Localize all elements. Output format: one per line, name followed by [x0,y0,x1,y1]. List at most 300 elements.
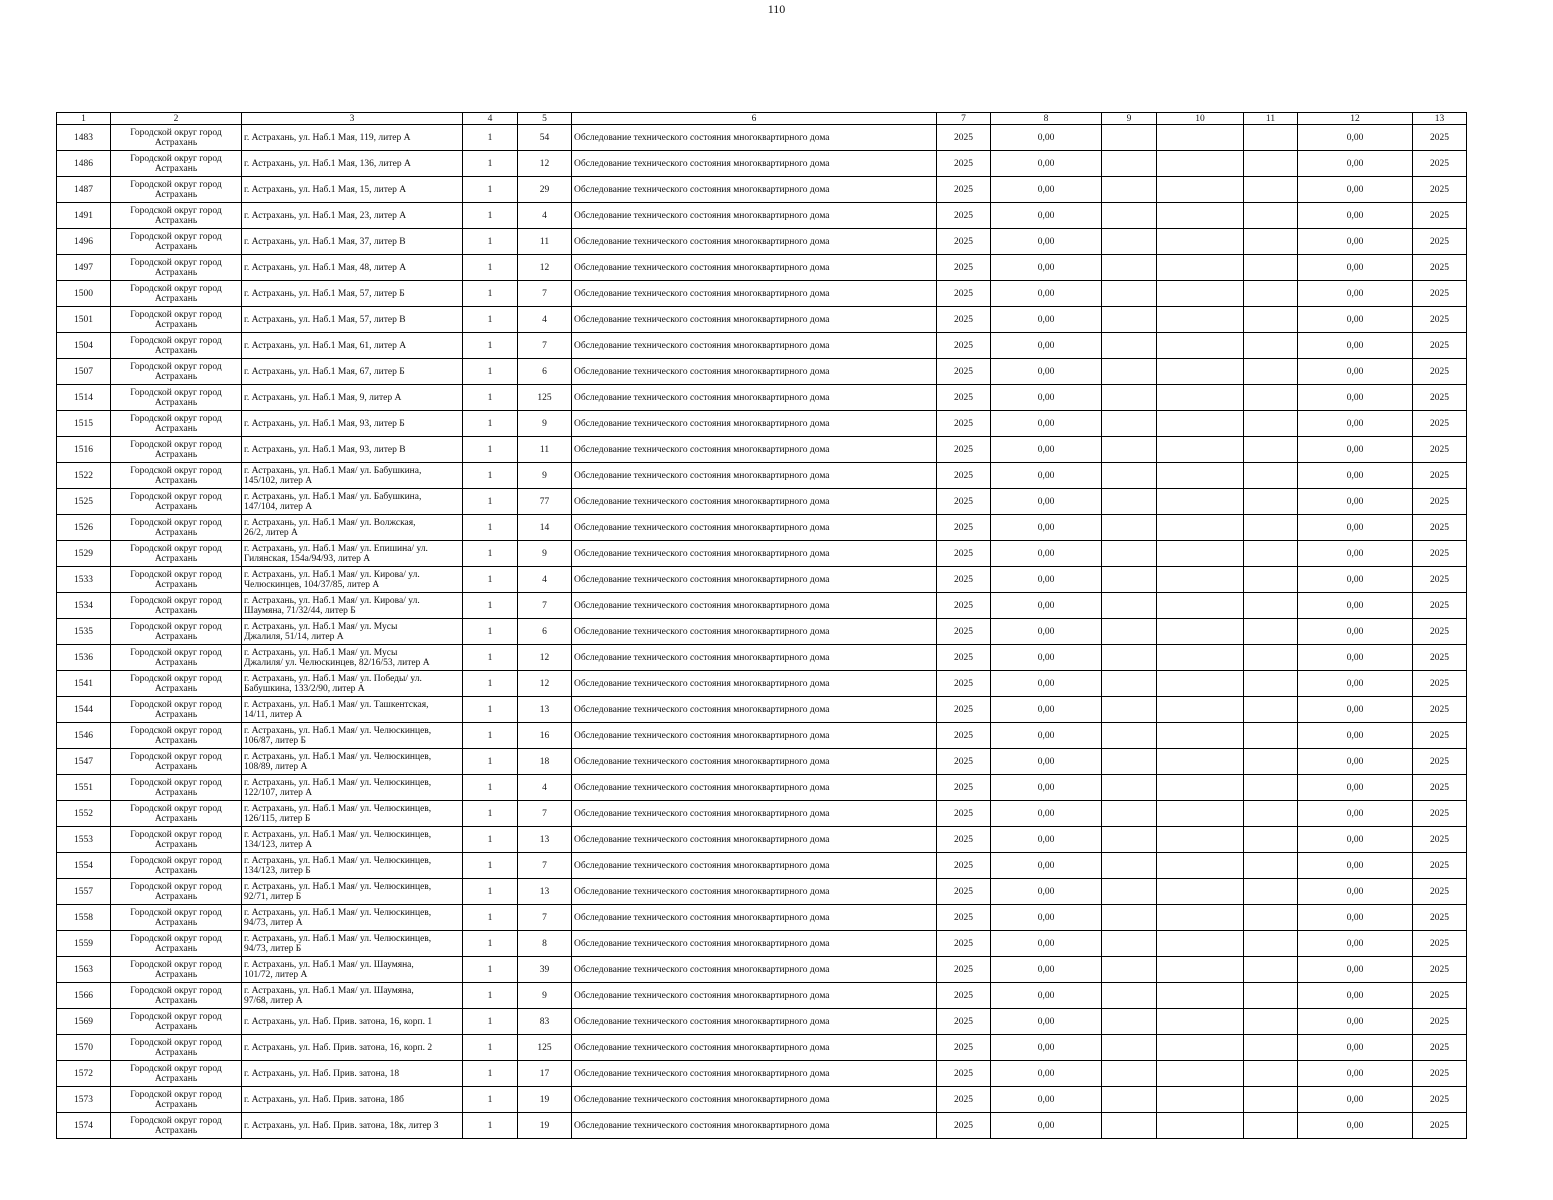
cell-amount: 0,00 [991,229,1102,255]
table-row [57,1061,1467,1087]
cell-work-type: Обследование технического состояния многоквартирного дома [572,723,937,749]
cell-year: 2025 [937,125,991,151]
cell-col-9 [1102,827,1157,853]
table-row [57,983,1467,1009]
cell-municipality: Городской округ город Астрахань [111,749,242,775]
cell-col-10 [1157,151,1244,177]
column-header-12: 12 [1298,113,1413,125]
cell-work-type: Обследование технического состояния многоквартирного дома [572,619,937,645]
cell-amount: 0,00 [991,489,1102,515]
cell-col-9 [1102,307,1157,333]
cell-col-10 [1157,801,1244,827]
cell-row-number: 1496 [57,229,111,255]
cell-col-10 [1157,619,1244,645]
cell-col-9 [1102,931,1157,957]
cell-apartments: 6 [518,359,572,385]
cell-address: г. Астрахань, ул. Наб.1 Мая/ ул. Мусы Джалиля, 51/14, литер А [242,619,463,645]
cell-col-9 [1102,1113,1157,1139]
cell-municipality: Городской округ город Астрахань [111,229,242,255]
cell-col-9 [1102,203,1157,229]
cell-apartments: 7 [518,333,572,359]
table-row [57,879,1467,905]
cell-total: 0,00 [1298,905,1413,931]
cell-total: 0,00 [1298,125,1413,151]
cell-col-10 [1157,385,1244,411]
cell-total: 0,00 [1298,359,1413,385]
table-row [57,333,1467,359]
cell-col-10 [1157,255,1244,281]
cell-completion-year: 2025 [1413,307,1467,333]
cell-col-4: 1 [463,827,518,853]
cell-col-9 [1102,905,1157,931]
cell-completion-year: 2025 [1413,567,1467,593]
cell-col-11 [1244,567,1298,593]
cell-year: 2025 [937,229,991,255]
cell-col-4: 1 [463,359,518,385]
cell-apartments: 7 [518,801,572,827]
cell-total: 0,00 [1298,307,1413,333]
cell-address: г. Астрахань, ул. Наб.1 Мая/ ул. Бабушкина, 147/104, литер А [242,489,463,515]
cell-col-4: 1 [463,593,518,619]
cell-col-9 [1102,1009,1157,1035]
cell-address: г. Астрахань, ул. Наб.1 Мая, 15, литер А [242,177,463,203]
cell-col-9 [1102,437,1157,463]
cell-municipality: Городской округ город Астрахань [111,775,242,801]
cell-col-11 [1244,437,1298,463]
cell-col-11 [1244,593,1298,619]
cell-amount: 0,00 [991,125,1102,151]
cell-apartments: 4 [518,567,572,593]
cell-work-type: Обследование технического состояния многоквартирного дома [572,827,937,853]
cell-row-number: 1569 [57,1009,111,1035]
cell-amount: 0,00 [991,437,1102,463]
cell-municipality: Городской округ город Астрахань [111,1113,242,1139]
cell-amount: 0,00 [991,593,1102,619]
cell-work-type: Обследование технического состояния многоквартирного дома [572,203,937,229]
cell-municipality: Городской округ город Астрахань [111,463,242,489]
cell-col-10 [1157,177,1244,203]
cell-row-number: 1573 [57,1087,111,1113]
cell-row-number: 1516 [57,437,111,463]
cell-col-10 [1157,1113,1244,1139]
cell-col-4: 1 [463,255,518,281]
column-header-11: 11 [1244,113,1298,125]
cell-col-11 [1244,983,1298,1009]
cell-amount: 0,00 [991,931,1102,957]
cell-work-type: Обследование технического состояния многоквартирного дома [572,593,937,619]
cell-work-type: Обследование технического состояния многоквартирного дома [572,489,937,515]
cell-year: 2025 [937,203,991,229]
cell-col-11 [1244,515,1298,541]
cell-amount: 0,00 [991,359,1102,385]
cell-municipality: Городской округ город Астрахань [111,541,242,567]
cell-col-10 [1157,229,1244,255]
cell-work-type: Обследование технического состояния многоквартирного дома [572,255,937,281]
cell-total: 0,00 [1298,1113,1413,1139]
cell-col-11 [1244,645,1298,671]
cell-address: г. Астрахань, ул. Наб.1 Мая/ ул. Челюскинцев, 134/123, литер А [242,827,463,853]
cell-row-number: 1546 [57,723,111,749]
cell-apartments: 4 [518,307,572,333]
cell-year: 2025 [937,957,991,983]
cell-address: г. Астрахань, ул. Наб.1 Мая/ ул. Мусы Джалиля/ ул. Челюскинцев, 82/16/53, литер А [242,645,463,671]
cell-municipality: Городской округ город Астрахань [111,489,242,515]
cell-municipality: Городской округ город Астрахань [111,125,242,151]
cell-amount: 0,00 [991,723,1102,749]
cell-year: 2025 [937,359,991,385]
cell-address: г. Астрахань, ул. Наб.1 Мая/ ул. Челюскинцев, 134/123, литер Б [242,853,463,879]
cell-col-10 [1157,593,1244,619]
cell-year: 2025 [937,1113,991,1139]
cell-completion-year: 2025 [1413,203,1467,229]
table-row [57,359,1467,385]
cell-amount: 0,00 [991,385,1102,411]
cell-col-11 [1244,177,1298,203]
cell-col-4: 1 [463,385,518,411]
cell-work-type: Обследование технического состояния многоквартирного дома [572,515,937,541]
cell-year: 2025 [937,983,991,1009]
cell-municipality: Городской округ город Астрахань [111,905,242,931]
cell-col-4: 1 [463,853,518,879]
cell-completion-year: 2025 [1413,1009,1467,1035]
cell-completion-year: 2025 [1413,619,1467,645]
cell-col-11 [1244,775,1298,801]
cell-address: г. Астрахань, ул. Наб.1 Мая, 37, литер В [242,229,463,255]
cell-work-type: Обследование технического состояния многоквартирного дома [572,697,937,723]
cell-municipality: Городской округ город Астрахань [111,957,242,983]
table-row [57,281,1467,307]
cell-col-11 [1244,307,1298,333]
cell-address: г. Астрахань, ул. Наб.1 Мая/ ул. Волжская, 26/2, литер А [242,515,463,541]
cell-col-11 [1244,1009,1298,1035]
cell-total: 0,00 [1298,385,1413,411]
cell-col-11 [1244,879,1298,905]
cell-col-11 [1244,801,1298,827]
cell-apartments: 16 [518,723,572,749]
cell-total: 0,00 [1298,749,1413,775]
cell-row-number: 1507 [57,359,111,385]
cell-total: 0,00 [1298,177,1413,203]
cell-row-number: 1574 [57,1113,111,1139]
cell-amount: 0,00 [991,827,1102,853]
cell-year: 2025 [937,723,991,749]
cell-address: г. Астрахань, ул. Наб.1 Мая/ ул. Челюскинцев, 92/71, литер Б [242,879,463,905]
cell-row-number: 1547 [57,749,111,775]
cell-amount: 0,00 [991,801,1102,827]
cell-col-4: 1 [463,671,518,697]
cell-col-4: 1 [463,645,518,671]
cell-row-number: 1491 [57,203,111,229]
cell-total: 0,00 [1298,775,1413,801]
cell-completion-year: 2025 [1413,411,1467,437]
cell-col-10 [1157,307,1244,333]
cell-address: г. Астрахань, ул. Наб.1 Мая, 61, литер А [242,333,463,359]
cell-apartments: 54 [518,125,572,151]
cell-work-type: Обследование технического состояния многоквартирного дома [572,125,937,151]
cell-address: г. Астрахань, ул. Наб. Прив. затона, 16, корп. 2 [242,1035,463,1061]
table-body [57,125,1467,1139]
cell-row-number: 1557 [57,879,111,905]
cell-col-9 [1102,593,1157,619]
cell-municipality: Городской округ город Астрахань [111,307,242,333]
cell-row-number: 1552 [57,801,111,827]
cell-col-11 [1244,697,1298,723]
cell-year: 2025 [937,177,991,203]
cell-address: г. Астрахань, ул. Наб.1 Мая/ ул. Челюскинцев, 108/89, литер А [242,749,463,775]
cell-completion-year: 2025 [1413,931,1467,957]
cell-total: 0,00 [1298,593,1413,619]
cell-address: г. Астрахань, ул. Наб.1 Мая, 67, литер Б [242,359,463,385]
cell-apartments: 9 [518,983,572,1009]
table-row [57,827,1467,853]
cell-work-type: Обследование технического состояния многоквартирного дома [572,281,937,307]
cell-total: 0,00 [1298,281,1413,307]
cell-municipality: Городской округ город Астрахань [111,359,242,385]
cell-municipality: Городской округ город Астрахань [111,1035,242,1061]
table-row [57,385,1467,411]
cell-address: г. Астрахань, ул. Наб. Прив. затона, 16, корп. 1 [242,1009,463,1035]
cell-amount: 0,00 [991,177,1102,203]
cell-year: 2025 [937,307,991,333]
cell-municipality: Городской округ город Астрахань [111,983,242,1009]
cell-completion-year: 2025 [1413,983,1467,1009]
cell-col-4: 1 [463,125,518,151]
table-row [57,307,1467,333]
cell-completion-year: 2025 [1413,671,1467,697]
cell-row-number: 1515 [57,411,111,437]
cell-col-9 [1102,359,1157,385]
cell-row-number: 1487 [57,177,111,203]
table-row [57,515,1467,541]
cell-completion-year: 2025 [1413,879,1467,905]
cell-completion-year: 2025 [1413,957,1467,983]
cell-municipality: Городской округ город Астрахань [111,255,242,281]
cell-col-10 [1157,983,1244,1009]
cell-apartments: 7 [518,905,572,931]
cell-col-9 [1102,385,1157,411]
cell-col-9 [1102,411,1157,437]
cell-total: 0,00 [1298,203,1413,229]
cell-col-11 [1244,281,1298,307]
cell-col-10 [1157,775,1244,801]
cell-address: г. Астрахань, ул. Наб.1 Мая, 23, литер А [242,203,463,229]
cell-total: 0,00 [1298,1087,1413,1113]
column-header-6: 6 [572,113,937,125]
cell-apartments: 7 [518,853,572,879]
table-row [57,203,1467,229]
cell-col-10 [1157,1035,1244,1061]
cell-col-9 [1102,177,1157,203]
cell-work-type: Обследование технического состояния многоквартирного дома [572,359,937,385]
cell-apartments: 39 [518,957,572,983]
cell-municipality: Городской округ город Астрахань [111,203,242,229]
cell-col-11 [1244,151,1298,177]
cell-completion-year: 2025 [1413,645,1467,671]
cell-col-11 [1244,203,1298,229]
cell-address: г. Астрахань, ул. Наб.1 Мая, 136, литер А [242,151,463,177]
table-row [57,853,1467,879]
cell-year: 2025 [937,697,991,723]
cell-row-number: 1497 [57,255,111,281]
cell-amount: 0,00 [991,411,1102,437]
cell-year: 2025 [937,749,991,775]
cell-year: 2025 [937,515,991,541]
cell-completion-year: 2025 [1413,697,1467,723]
cell-work-type: Обследование технического состояния многоквартирного дома [572,307,937,333]
cell-municipality: Городской округ город Астрахань [111,1087,242,1113]
cell-municipality: Городской округ город Астрахань [111,1009,242,1035]
cell-address: г. Астрахань, ул. Наб. Прив. затона, 18к, литер З [242,1113,463,1139]
cell-amount: 0,00 [991,879,1102,905]
table-row [57,489,1467,515]
cell-year: 2025 [937,593,991,619]
cell-col-11 [1244,255,1298,281]
cell-address: г. Астрахань, ул. Наб. Прив. затона, 18 [242,1061,463,1087]
cell-col-11 [1244,385,1298,411]
cell-total: 0,00 [1298,1061,1413,1087]
cell-work-type: Обследование технического состояния многоквартирного дома [572,567,937,593]
cell-work-type: Обследование технического состояния многоквартирного дома [572,645,937,671]
cell-completion-year: 2025 [1413,1113,1467,1139]
cell-col-4: 1 [463,879,518,905]
cell-year: 2025 [937,905,991,931]
table-header [57,113,1467,125]
cell-amount: 0,00 [991,203,1102,229]
cell-total: 0,00 [1298,957,1413,983]
cell-col-4: 1 [463,1009,518,1035]
cell-col-10 [1157,671,1244,697]
cell-completion-year: 2025 [1413,905,1467,931]
cell-municipality: Городской округ город Астрахань [111,931,242,957]
cell-work-type: Обследование технического состояния многоквартирного дома [572,463,937,489]
cell-year: 2025 [937,281,991,307]
cell-completion-year: 2025 [1413,541,1467,567]
cell-completion-year: 2025 [1413,281,1467,307]
cell-col-10 [1157,749,1244,775]
cell-completion-year: 2025 [1413,359,1467,385]
cell-col-4: 1 [463,1061,518,1087]
cell-col-4: 1 [463,281,518,307]
cell-col-11 [1244,671,1298,697]
cell-completion-year: 2025 [1413,1087,1467,1113]
table-row [57,775,1467,801]
cell-completion-year: 2025 [1413,385,1467,411]
cell-col-9 [1102,463,1157,489]
cell-row-number: 1553 [57,827,111,853]
table-row [57,437,1467,463]
cell-apartments: 12 [518,671,572,697]
cell-apartments: 7 [518,281,572,307]
cell-total: 0,00 [1298,853,1413,879]
cell-row-number: 1566 [57,983,111,1009]
cell-address: г. Астрахань, ул. Наб.1 Мая/ ул. Ташкентская, 14/11, литер А [242,697,463,723]
cell-total: 0,00 [1298,489,1413,515]
cell-col-10 [1157,489,1244,515]
cell-address: г. Астрахань, ул. Наб.1 Мая/ ул. Шаумяна, 97/68, литер А [242,983,463,1009]
cell-completion-year: 2025 [1413,749,1467,775]
cell-amount: 0,00 [991,515,1102,541]
cell-apartments: 13 [518,827,572,853]
cell-completion-year: 2025 [1413,255,1467,281]
cell-apartments: 9 [518,541,572,567]
cell-municipality: Городской округ город Астрахань [111,853,242,879]
cell-total: 0,00 [1298,671,1413,697]
cell-col-4: 1 [463,541,518,567]
cell-amount: 0,00 [991,307,1102,333]
cell-col-4: 1 [463,905,518,931]
cell-municipality: Городской округ город Астрахань [111,697,242,723]
cell-apartments: 8 [518,931,572,957]
cell-col-9 [1102,281,1157,307]
cell-work-type: Обследование технического состояния многоквартирного дома [572,905,937,931]
cell-year: 2025 [937,827,991,853]
cell-apartments: 6 [518,619,572,645]
cell-address: г. Астрахань, ул. Наб.1 Мая/ ул. Челюскинцев, 94/73, литер Б [242,931,463,957]
cell-address: г. Астрахань, ул. Наб.1 Мая/ ул. Челюскинцев, 126/115, литер Б [242,801,463,827]
cell-col-9 [1102,541,1157,567]
cell-col-10 [1157,827,1244,853]
cell-col-4: 1 [463,515,518,541]
table-row [57,1087,1467,1113]
table-row [57,905,1467,931]
cell-amount: 0,00 [991,541,1102,567]
cell-work-type: Обследование технического состояния многоквартирного дома [572,229,937,255]
cell-total: 0,00 [1298,151,1413,177]
cell-col-9 [1102,1061,1157,1087]
cell-year: 2025 [937,385,991,411]
cell-col-4: 1 [463,229,518,255]
cell-municipality: Городской округ город Астрахань [111,333,242,359]
cell-amount: 0,00 [991,1087,1102,1113]
cell-col-11 [1244,853,1298,879]
cell-total: 0,00 [1298,801,1413,827]
cell-total: 0,00 [1298,697,1413,723]
table-row [57,593,1467,619]
column-header-9: 9 [1102,113,1157,125]
cell-col-10 [1157,1009,1244,1035]
cell-col-4: 1 [463,775,518,801]
cell-col-4: 1 [463,723,518,749]
cell-year: 2025 [937,1009,991,1035]
cell-col-10 [1157,515,1244,541]
cell-row-number: 1554 [57,853,111,879]
column-header-10: 10 [1157,113,1244,125]
cell-total: 0,00 [1298,879,1413,905]
cell-municipality: Городской округ город Астрахань [111,567,242,593]
cell-col-4: 1 [463,411,518,437]
table-row [57,151,1467,177]
cell-municipality: Городской округ город Астрахань [111,151,242,177]
cell-municipality: Городской округ город Астрахань [111,177,242,203]
cell-col-9 [1102,697,1157,723]
table-row [57,697,1467,723]
cell-municipality: Городской округ город Астрахань [111,619,242,645]
cell-col-4: 1 [463,1087,518,1113]
cell-total: 0,00 [1298,723,1413,749]
cell-total: 0,00 [1298,645,1413,671]
cell-municipality: Городской округ город Астрахань [111,437,242,463]
column-header-7: 7 [937,113,991,125]
cell-col-10 [1157,697,1244,723]
cell-row-number: 1514 [57,385,111,411]
cell-municipality: Городской округ город Астрахань [111,645,242,671]
cell-col-10 [1157,1087,1244,1113]
table-row [57,255,1467,281]
cell-address: г. Астрахань, ул. Наб.1 Мая, 9, литер А [242,385,463,411]
housing-register-table [56,112,1467,1139]
cell-work-type: Обследование технического состояния многоквартирного дома [572,1061,937,1087]
cell-col-9 [1102,983,1157,1009]
